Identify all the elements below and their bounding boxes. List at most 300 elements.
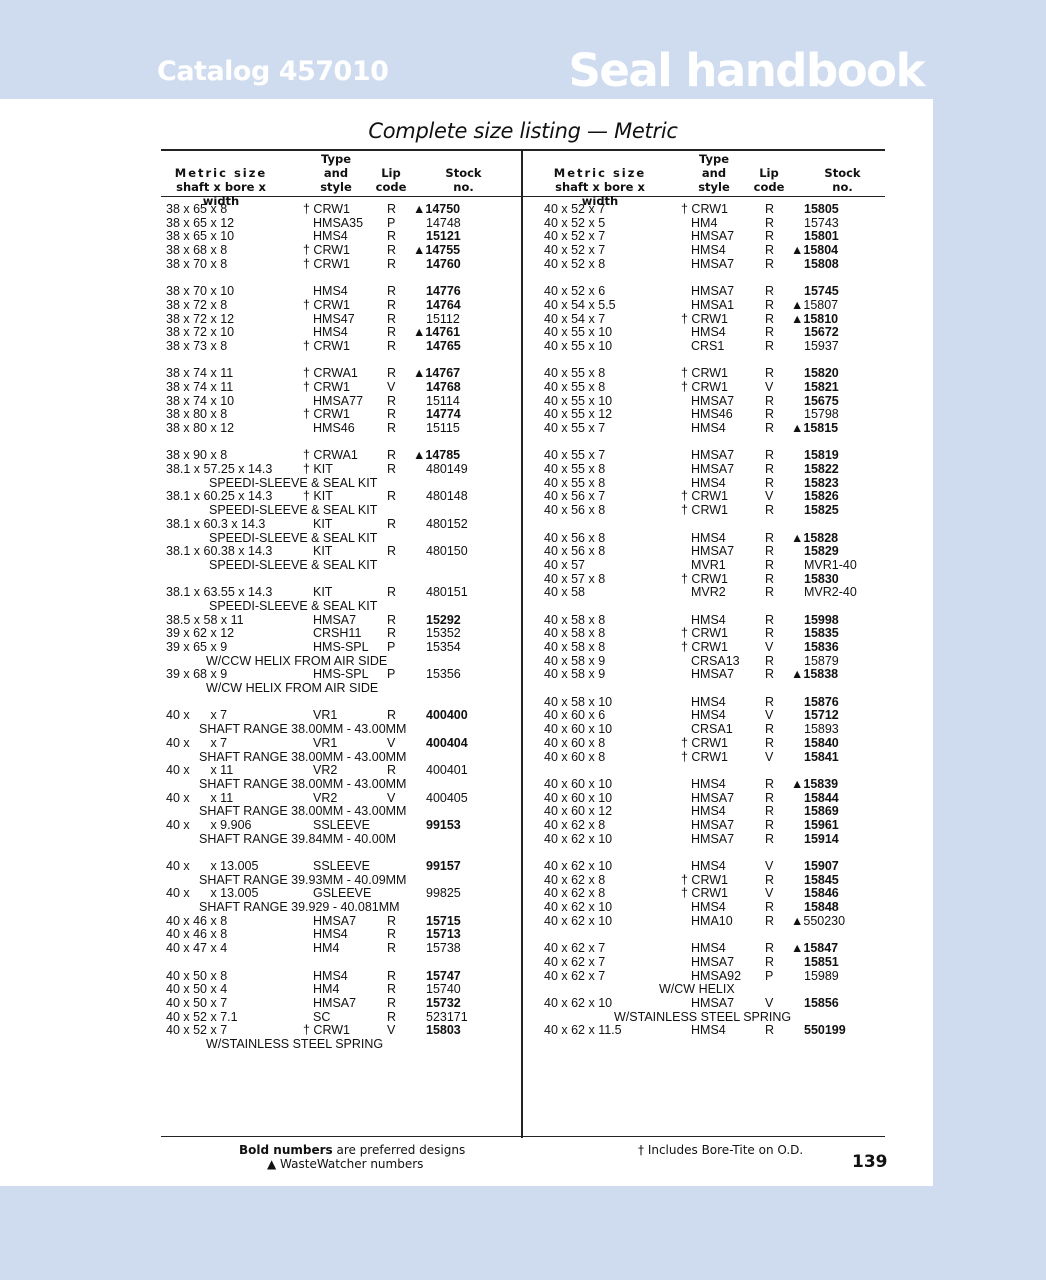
lip-cell: V bbox=[765, 995, 774, 1010]
lip-cell: R bbox=[387, 544, 397, 559]
table-row-note bbox=[539, 983, 889, 997]
stock-cell: 15851 bbox=[804, 954, 839, 969]
stock-cell: 15820 bbox=[804, 366, 839, 381]
lip-cell: R bbox=[765, 393, 775, 408]
table-row bbox=[161, 764, 511, 778]
table-row bbox=[161, 258, 511, 272]
stock-cell: 480151 bbox=[426, 585, 468, 600]
stock-cell: ▲14755 bbox=[413, 243, 461, 258]
size-cell: 40 x 62 x 8 bbox=[544, 886, 606, 901]
table-row bbox=[161, 217, 511, 231]
style-cell: HMS46 bbox=[691, 407, 733, 422]
table-row bbox=[539, 586, 889, 600]
lip-cell: R bbox=[387, 913, 397, 928]
row-gap bbox=[539, 354, 889, 368]
style-cell: HMS4 bbox=[691, 421, 726, 435]
lip-cell: R bbox=[765, 284, 775, 299]
table-row bbox=[161, 641, 511, 655]
lip-cell: R bbox=[765, 913, 775, 928]
table-row bbox=[161, 614, 511, 628]
lip-cell: R bbox=[765, 557, 775, 572]
table-row bbox=[161, 970, 511, 984]
stock-cell: 15825 bbox=[804, 503, 839, 518]
lip-cell: R bbox=[765, 722, 775, 737]
table-row-note bbox=[161, 600, 511, 614]
stock-cell: 15836 bbox=[804, 640, 839, 654]
size-cell: 40 x 55 x 7 bbox=[544, 448, 606, 463]
stock-header-1: Stock bbox=[824, 166, 861, 180]
style-cell: † CRW1 bbox=[681, 311, 729, 326]
lip-cell: R bbox=[765, 338, 775, 353]
table-row bbox=[539, 833, 889, 847]
table-row bbox=[161, 449, 511, 463]
header-banner bbox=[0, 0, 1046, 99]
stock-cell: 15907 bbox=[804, 859, 839, 873]
style-cell: † CRW1 bbox=[303, 256, 351, 271]
table-row-note bbox=[161, 477, 511, 491]
table-row bbox=[539, 230, 889, 244]
style-cell: HMS4 bbox=[691, 900, 726, 915]
size-cell: 40 x 58 x 9 bbox=[544, 667, 606, 682]
stock-cell: 15846 bbox=[804, 886, 839, 901]
stock-cell: 15672 bbox=[804, 325, 839, 340]
stock-cell: 14774 bbox=[426, 407, 461, 422]
style-cell: MVR1 bbox=[691, 557, 726, 572]
style-cell: CRSA13 bbox=[691, 653, 740, 668]
table-row bbox=[539, 655, 889, 669]
footer-legend bbox=[239, 1143, 465, 1171]
size-cell: 38 x 80 x 12 bbox=[166, 421, 235, 435]
size-cell: 40 x 54 x 5.5 bbox=[544, 297, 616, 312]
table-row-note bbox=[161, 532, 511, 546]
style-cell: † CRW1 bbox=[303, 338, 351, 353]
lip-cell: R bbox=[387, 708, 397, 723]
stock-cell: 15869 bbox=[804, 804, 839, 819]
style-cell: HMS4 bbox=[313, 927, 348, 942]
stock-header-1: Stock bbox=[445, 166, 482, 180]
size-cell: 40 x 60 x 6 bbox=[544, 708, 606, 723]
style-cell: HM4 bbox=[313, 941, 340, 956]
lip-cell: R bbox=[765, 366, 775, 381]
stock-cell: 15961 bbox=[804, 817, 839, 832]
style-cell: KIT bbox=[313, 585, 333, 600]
style-cell: HMS4 bbox=[313, 325, 348, 340]
style-cell: HMSA7 bbox=[313, 913, 357, 928]
size-cell: 38 x 74 x 10 bbox=[166, 393, 235, 408]
lip-cell: R bbox=[765, 954, 775, 969]
lip-cell: R bbox=[765, 900, 775, 915]
table-row bbox=[539, 340, 889, 354]
style-cell: HMS4 bbox=[691, 243, 726, 258]
table-row bbox=[161, 244, 511, 258]
style-cell: † KIT bbox=[303, 489, 333, 504]
size-cell: 40 x 50 x 8 bbox=[166, 968, 228, 983]
size-cell: 40 x 60 x 10 bbox=[544, 776, 613, 791]
wastewatcher-legend: ▲ WasteWatcher numbers bbox=[267, 1157, 424, 1171]
lip-header-1: Lip bbox=[759, 166, 779, 180]
lip-cell: R bbox=[387, 297, 397, 312]
table-row bbox=[539, 463, 889, 477]
stock-cell: 400400 bbox=[426, 708, 468, 723]
bottom-rule bbox=[161, 1136, 885, 1137]
lip-header-1: Lip bbox=[381, 166, 401, 180]
bore-tite-legend: † Includes Bore-Tite on O.D. bbox=[638, 1143, 804, 1157]
table-row bbox=[161, 668, 511, 682]
lip-cell: R bbox=[387, 284, 397, 299]
stock-cell: 15914 bbox=[804, 831, 839, 846]
stock-cell: 480152 bbox=[426, 516, 468, 531]
size-cell: 40 x x 13.005 bbox=[166, 886, 259, 901]
row-gap bbox=[539, 928, 889, 942]
lip-cell: R bbox=[765, 735, 775, 750]
size-cell: 40 x 56 x 8 bbox=[544, 530, 606, 545]
lip-cell: R bbox=[765, 243, 775, 258]
row-note: SHAFT RANGE 38.00MM - 43.00MM bbox=[199, 722, 407, 737]
size-cell: 40 x 52 x 7 bbox=[544, 243, 606, 258]
lip-cell: R bbox=[387, 366, 397, 381]
style-cell: HMS4 bbox=[691, 804, 726, 819]
size-cell: 38 x 70 x 8 bbox=[166, 256, 228, 271]
table-row bbox=[539, 627, 889, 641]
style-cell: MVR2 bbox=[691, 585, 726, 600]
lip-cell: R bbox=[387, 448, 397, 463]
table-row bbox=[161, 792, 511, 806]
stock-cell: 14764 bbox=[426, 297, 461, 312]
row-gap bbox=[161, 696, 511, 710]
size-cell: 40 x 58 x 8 bbox=[544, 640, 606, 654]
stock-cell: 99825 bbox=[426, 886, 461, 901]
row-note: SHAFT RANGE 38.00MM - 43.00MM bbox=[199, 749, 407, 764]
stock-cell: 15829 bbox=[804, 544, 839, 559]
size-cell: 38.1 x 57.25 x 14.3 bbox=[166, 462, 273, 477]
stock-cell: ▲15810 bbox=[791, 311, 839, 326]
stock-cell: 15292 bbox=[426, 612, 461, 627]
size-cell: 38 x 72 x 10 bbox=[166, 325, 235, 340]
size-cell: 40 x 62 x 10 bbox=[544, 995, 613, 1010]
size-header-1: Metric size bbox=[174, 166, 268, 180]
row-note: SHAFT RANGE 38.00MM - 43.00MM bbox=[199, 804, 407, 819]
style-cell: HMS4 bbox=[691, 776, 726, 791]
stock-cell: 15845 bbox=[804, 872, 839, 887]
table-row bbox=[161, 367, 511, 381]
lip-cell: R bbox=[387, 256, 397, 271]
style-cell: VR1 bbox=[313, 735, 338, 750]
table-row bbox=[539, 696, 889, 710]
size-cell: 40 x 56 x 7 bbox=[544, 489, 606, 504]
style-cell: † CRW1 bbox=[681, 503, 729, 518]
left-column-header bbox=[161, 152, 521, 208]
lip-header-2: code bbox=[753, 180, 785, 194]
size-cell: 40 x x 11 bbox=[166, 790, 234, 805]
size-cell: 40 x 62 x 8 bbox=[544, 817, 606, 832]
stock-cell: 15841 bbox=[804, 749, 839, 764]
style-cell: HMS4 bbox=[691, 941, 726, 956]
style-cell: HMS4 bbox=[313, 229, 348, 244]
table-row bbox=[161, 1011, 511, 1025]
stock-cell: 480150 bbox=[426, 544, 468, 559]
stock-cell: ▲15828 bbox=[791, 530, 839, 545]
table-row bbox=[161, 1024, 511, 1038]
stock-cell: 99157 bbox=[426, 859, 461, 873]
stock-cell: 15738 bbox=[426, 941, 461, 956]
style-cell: HMSA7 bbox=[691, 831, 735, 846]
style-cell: † CRWA1 bbox=[303, 366, 358, 381]
size-cell: 38 x 74 x 11 bbox=[166, 379, 234, 394]
lip-cell: R bbox=[387, 243, 397, 258]
style-cell: HMSA7 bbox=[691, 995, 735, 1010]
lip-cell: R bbox=[765, 503, 775, 518]
size-cell: 40 x 62 x 10 bbox=[544, 831, 613, 846]
lip-cell: R bbox=[387, 941, 397, 956]
column-divider bbox=[521, 150, 523, 1138]
lip-cell: R bbox=[387, 1009, 397, 1024]
table-row bbox=[161, 887, 511, 901]
stock-cell: 15893 bbox=[804, 722, 839, 737]
style-cell: † CRW1 bbox=[681, 626, 729, 641]
size-cell: 38 x 73 x 8 bbox=[166, 338, 228, 353]
size-cell: 38.1 x 63.55 x 14.3 bbox=[166, 585, 273, 600]
lip-cell: R bbox=[387, 311, 397, 326]
style-cell: HMS4 bbox=[691, 859, 726, 873]
table-row bbox=[161, 408, 511, 422]
table-row-note bbox=[161, 504, 511, 518]
stock-cell: ▲15847 bbox=[791, 941, 839, 956]
style-cell: HMSA1 bbox=[691, 297, 735, 312]
lip-cell: R bbox=[387, 421, 397, 435]
style-cell: HMS4 bbox=[691, 475, 726, 490]
size-cell: 40 x x 13.005 bbox=[166, 859, 259, 873]
row-gap bbox=[539, 271, 889, 285]
table-row bbox=[161, 709, 511, 723]
style-cell: CRS1 bbox=[691, 338, 725, 353]
table-row bbox=[161, 928, 511, 942]
stock-cell: MVR2-40 bbox=[804, 585, 857, 600]
stock-cell: ▲15838 bbox=[791, 667, 839, 682]
lip-cell: R bbox=[765, 1023, 775, 1038]
row-gap bbox=[161, 436, 511, 450]
lip-cell: R bbox=[387, 202, 397, 216]
table-row bbox=[539, 887, 889, 901]
handbook-title: Seal handbook bbox=[568, 44, 924, 97]
style-cell: † CRW1 bbox=[303, 243, 351, 258]
stock-cell: MVR1-40 bbox=[804, 557, 857, 572]
table-row bbox=[539, 532, 889, 546]
lip-cell: R bbox=[765, 776, 775, 791]
lip-cell: R bbox=[765, 804, 775, 819]
stock-cell: 15937 bbox=[804, 338, 839, 353]
lip-cell: R bbox=[387, 489, 397, 504]
table-row bbox=[539, 723, 889, 737]
row-gap bbox=[161, 846, 511, 860]
row-gap bbox=[161, 573, 511, 587]
table-row bbox=[539, 751, 889, 765]
lip-cell: R bbox=[387, 393, 397, 408]
size-cell: 38 x 65 x 8 bbox=[166, 202, 228, 216]
style-cell: VR2 bbox=[313, 763, 338, 778]
table-row bbox=[539, 490, 889, 504]
table-row bbox=[539, 1024, 889, 1038]
table-row bbox=[539, 258, 889, 272]
size-cell: 40 x 55 x 8 bbox=[544, 366, 606, 381]
style-cell: HMSA7 bbox=[691, 284, 735, 299]
row-gap bbox=[161, 271, 511, 285]
size-cell: 40 x 50 x 4 bbox=[166, 982, 228, 997]
style-cell: † KIT bbox=[303, 462, 333, 477]
lip-cell: R bbox=[765, 790, 775, 805]
table-row bbox=[539, 381, 889, 395]
style-cell: SSLEEVE bbox=[313, 817, 370, 832]
lip-cell: P bbox=[387, 667, 396, 682]
table-row-note bbox=[161, 805, 511, 819]
table-row bbox=[161, 230, 511, 244]
stock-cell: 15822 bbox=[804, 462, 839, 477]
stock-cell: 550199 bbox=[804, 1023, 846, 1038]
stock-cell: ▲550230 bbox=[791, 913, 846, 928]
table-row bbox=[539, 285, 889, 299]
lip-cell: R bbox=[765, 544, 775, 559]
stock-cell: 523171 bbox=[426, 1009, 468, 1024]
lip-header-2: code bbox=[375, 180, 407, 194]
row-note: SPEEDI-SLEEVE & SEAL KIT bbox=[209, 503, 378, 518]
lip-cell: V bbox=[765, 640, 774, 654]
row-note: SPEEDI-SLEEVE & SEAL KIT bbox=[209, 598, 378, 613]
page-number: 139 bbox=[852, 1152, 888, 1172]
lip-cell: R bbox=[765, 202, 775, 216]
table-row bbox=[161, 313, 511, 327]
table-row-note bbox=[161, 833, 511, 847]
lip-cell: V bbox=[765, 489, 774, 504]
stock-cell: ▲14785 bbox=[413, 448, 461, 463]
lip-cell: R bbox=[387, 407, 397, 422]
size-cell: 40 x 55 x 10 bbox=[544, 338, 613, 353]
stock-cell: 14776 bbox=[426, 284, 461, 299]
row-note: SPEEDI-SLEEVE & SEAL KIT bbox=[209, 557, 378, 572]
stock-cell: 15879 bbox=[804, 653, 839, 668]
stock-cell: 400405 bbox=[426, 790, 468, 805]
size-header-1: Metric size bbox=[553, 166, 647, 180]
style-cell: HMS4 bbox=[691, 325, 726, 340]
lip-cell: P bbox=[387, 215, 396, 230]
style-cell: HMSA7 bbox=[691, 544, 735, 559]
stock-cell: 15354 bbox=[426, 640, 461, 654]
style-header-1: Type bbox=[320, 152, 351, 166]
lip-cell: R bbox=[387, 982, 397, 997]
row-note: SHAFT RANGE 39.93MM - 40.09MM bbox=[199, 872, 407, 887]
stock-cell: 15803 bbox=[426, 1023, 461, 1038]
table-row bbox=[539, 422, 889, 436]
right-size-list bbox=[539, 203, 889, 1038]
table-row bbox=[539, 778, 889, 792]
table-row-note bbox=[161, 723, 511, 737]
stock-cell: 15743 bbox=[804, 215, 839, 230]
style-cell: † CRW1 bbox=[681, 735, 729, 750]
size-cell: 40 x 46 x 8 bbox=[166, 927, 228, 942]
table-row-note bbox=[161, 751, 511, 765]
size-cell: 40 x 55 x 10 bbox=[544, 393, 613, 408]
style-cell: HMS4 bbox=[691, 708, 726, 723]
table-row bbox=[539, 408, 889, 422]
stock-cell: 15747 bbox=[426, 968, 461, 983]
lip-cell: V bbox=[765, 708, 774, 723]
row-gap bbox=[539, 846, 889, 860]
stock-cell: 400401 bbox=[426, 763, 468, 778]
lip-cell: R bbox=[765, 667, 775, 682]
size-cell: 40 x 60 x 8 bbox=[544, 735, 606, 750]
lip-cell: R bbox=[387, 585, 397, 600]
table-row bbox=[161, 422, 511, 436]
table-row bbox=[161, 340, 511, 354]
table-row bbox=[161, 737, 511, 751]
size-header-2: shaft x bore x width bbox=[555, 180, 645, 208]
lip-cell: V bbox=[387, 1023, 396, 1038]
row-gap bbox=[161, 354, 511, 368]
stock-cell: 15844 bbox=[804, 790, 839, 805]
stock-cell: 15830 bbox=[804, 571, 839, 586]
style-cell: HMSA7 bbox=[691, 393, 735, 408]
style-cell: HMSA35 bbox=[313, 215, 364, 230]
lip-cell: R bbox=[387, 462, 397, 477]
table-row bbox=[539, 217, 889, 231]
stock-cell: 14748 bbox=[426, 215, 461, 230]
lip-cell: R bbox=[387, 968, 397, 983]
table-row bbox=[539, 942, 889, 956]
stock-cell: ▲15815 bbox=[791, 421, 839, 435]
table-row bbox=[539, 299, 889, 313]
stock-cell: 14765 bbox=[426, 338, 461, 353]
row-note: SHAFT RANGE 38.00MM - 43.00MM bbox=[199, 776, 407, 791]
table-row bbox=[539, 559, 889, 573]
page-title: Complete size listing — Metric bbox=[368, 119, 678, 143]
row-gap bbox=[539, 436, 889, 450]
size-cell: 40 x 55 x 8 bbox=[544, 475, 606, 490]
size-cell: 40 x 54 x 7 bbox=[544, 311, 606, 326]
style-cell: HMSA7 bbox=[313, 612, 357, 627]
row-note: W/CW HELIX bbox=[659, 982, 735, 997]
row-gap bbox=[539, 682, 889, 696]
table-row bbox=[539, 504, 889, 518]
style-cell: HM4 bbox=[313, 982, 340, 997]
table-row bbox=[539, 819, 889, 833]
style-cell: † CRW1 bbox=[303, 379, 351, 394]
lip-cell: V bbox=[765, 859, 774, 873]
style-header-3: style bbox=[698, 180, 730, 194]
stock-cell: 15826 bbox=[804, 489, 839, 504]
stock-cell: 15112 bbox=[426, 311, 460, 326]
table-row bbox=[539, 997, 889, 1011]
table-row bbox=[161, 819, 511, 833]
table-row bbox=[539, 545, 889, 559]
lip-cell: R bbox=[765, 612, 775, 627]
style-cell: † CRW1 bbox=[681, 202, 729, 216]
style-cell: VR1 bbox=[313, 708, 338, 723]
size-cell: 38 x 72 x 12 bbox=[166, 311, 235, 326]
size-cell: 40 x 52 x 7 bbox=[544, 202, 606, 216]
stock-cell: 15115 bbox=[426, 421, 460, 435]
size-cell: 40 x 55 x 7 bbox=[544, 421, 606, 435]
style-cell: HMS-SPL bbox=[313, 640, 369, 654]
size-cell: 38 x 65 x 10 bbox=[166, 229, 235, 244]
size-cell: 40 x 52 x 7 bbox=[166, 1023, 228, 1038]
table-row bbox=[161, 627, 511, 641]
table-row bbox=[539, 792, 889, 806]
size-cell: 40 x 60 x 10 bbox=[544, 722, 613, 737]
lip-cell: V bbox=[765, 379, 774, 394]
stock-cell: 15114 bbox=[426, 393, 460, 408]
table-row bbox=[539, 805, 889, 819]
stock-cell: 15352 bbox=[426, 626, 461, 641]
table-row-note bbox=[161, 874, 511, 888]
lip-cell: R bbox=[765, 626, 775, 641]
